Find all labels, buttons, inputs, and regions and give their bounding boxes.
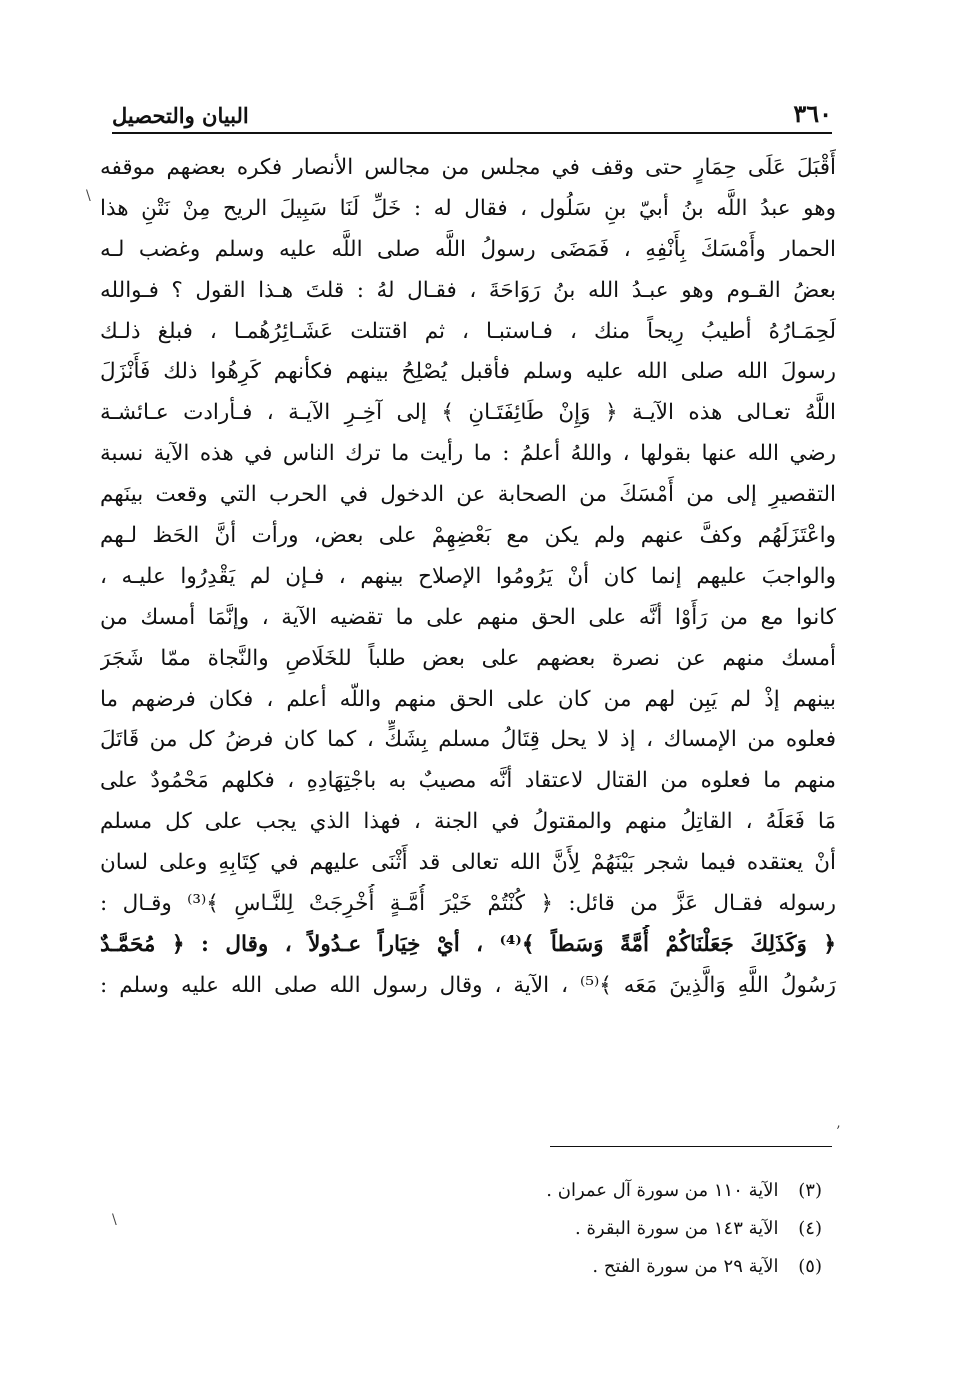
running-header — [112, 92, 832, 134]
text-line: ﴿ وَكَذَلِكَ جَعَلْنَاكُمْ أُمَّةً وَسَطاً ﴾⁽⁴⁾ ، أيْ خِيَاراً عـدُولاً ، وقال : ﴿ مُحَمَّـدٌ — [100, 931, 836, 957]
main-text — [100, 148, 836, 1007]
text-line: الحمار وأَمْسَكَ بِأَنْفِهِ ، فَمَضَى رسولُ اللَّه صلى اللَّه عليه وسلم وغضب لـه — [100, 236, 836, 262]
text-line: وهو عبدُ اللَّه بنُ أبيّ بنِ سَلُول ، فقال له : خَلِّ لَنَا سَبِيلَ الريح مِنْ نَتْنِ هذا — [100, 195, 836, 221]
text-line: رسوله فقـال عَزَّ من قائل: ﴿ كُنْتُمْ خَيْرَ أُمَّـةٍ أُخْرِجَتْ لِلنَّـاسِ ﴾⁽³⁾ وقـال : — [100, 891, 836, 917]
text-line: والواجبَ عليهم إنما كان أنْ يَرُومُوا الإصلاح بينهم ، فـإن لم يَقْدِرُوا عليـه ، — [100, 563, 836, 589]
text-line: رسولَ الله صلى الله عليه وسلم فأقبل يُصْلِحُ بينهم فكأنهم كَرِهُوا ذلك فَأَنْزَلَ — [100, 359, 836, 385]
footnotes — [422, 1172, 822, 1286]
text-line: فعلوه من الإمساك ، إذ لا يحل قِتَالُ مسلم بِشَكٍّ ، كما كان فرضُ كل من قَاتَلَ — [100, 727, 836, 753]
footnote-number: (٥) — [798, 1256, 822, 1277]
text-line: بينهم إذْ لم يَبِن لهم من كان على الحق منهم واللّه أعلم ، فكان فرضهم ما — [100, 686, 836, 712]
text-line: منهم ما فعلوه من القتال لاعتقاد أنَّه مصيبٌ به باجْتِهَادِهِ ، فكلهم مَحْمُودٌ على — [100, 768, 836, 794]
footnote — [422, 1248, 822, 1286]
footnote-separator — [550, 1146, 832, 1147]
footnote-number: (٤) — [798, 1218, 822, 1239]
footnote-text: الآية ٢٩ من سورة الفتح . — [592, 1256, 779, 1277]
text-line: لَحِمَـارُهُ أطيبُ رِيحاً منك ، فـاستبـا ، ثم اقتتلت عَشَـائِرُهُمـا ، فبلغ ذلـك — [100, 318, 836, 344]
footnote-number: (٣) — [798, 1180, 822, 1201]
scan-mark: \ — [112, 1212, 117, 1228]
text-line: مَا فَعَلَهُ ، القاتِلُ منهم والمقتولُ في الجنة ، فهذا الذي يجب على كل مسلم — [100, 809, 836, 835]
scan-mark: \ — [86, 188, 91, 204]
scan-mark: ’ — [836, 1124, 841, 1140]
text-line: أمسك منهم عن نصرة بعضهم على بعض طلباً للخَلَاصِ والنَّجاة ممّا شَجَرَ — [100, 645, 836, 671]
text-line: بعضُ القـوم وهو عبـدُ الله بنُ رَوَاحَةَ ، فقـال لهُ : قلتَ هـذا القول ؟ فـوالله — [100, 277, 836, 303]
text-line: التقصيرِ إلى من أَمْسَكَ من الصحابة عن الدخول في الحرب التي وقعت بينَهم — [100, 482, 836, 508]
text-line: اللَّهُ تعـالى هذه الآيـة ﴿ وَإِنْ طَائِفَتَـانِ ﴾ إلى آخِـرِ الآيـة ، فـأرادت عـائشـة — [100, 400, 836, 426]
footnote-text: الآية ١٤٣ من سورة البقرة . — [575, 1218, 779, 1239]
book-title: البيان والتحصيل — [112, 103, 249, 128]
footnote — [422, 1210, 822, 1248]
text-line: كانوا مع من رَأَوْا أنَّه على الحق منهم على ما تقضيه الآية ، وإنَّمَا أمسك من — [100, 604, 836, 630]
text-line: أنْ يعتقده فيما شجر بَيْنَهُمْ لِأَنَّ الله تعالى قد أَثْنَى عليهم في كِتَابِهِ وعلى لسان — [100, 850, 836, 876]
text-line: رَسُولُ اللَّهِ وَالَّذِينَ مَعَه ﴾⁽⁵⁾ ، الآية ، وقال رسول الله صلى الله عليه وسلم : — [100, 972, 836, 998]
text-line: رضي الله عنها بقولها ، واللهُ أعلمُ : ما رأيت ما ترك الناس في هذه الآية نسبة — [100, 441, 836, 467]
text-line: أَقْبَلَ عَلَى حِمَارٍ حتى وقف في مجلس من مجالس الأنصار فكره بعضهم موقفه — [100, 155, 836, 180]
footnote-text: الآية ١١٠ من سورة آل عمران . — [546, 1180, 779, 1201]
page-number: ٣٦٠ — [793, 99, 832, 128]
footnote — [422, 1172, 822, 1210]
text-line: واعْتَزَلَهُم وكفَّ عنهم ولم يكن مع بَعْضِهِمْ على بعض، ورأت أنَّ الحَظ لـهم — [100, 523, 836, 549]
